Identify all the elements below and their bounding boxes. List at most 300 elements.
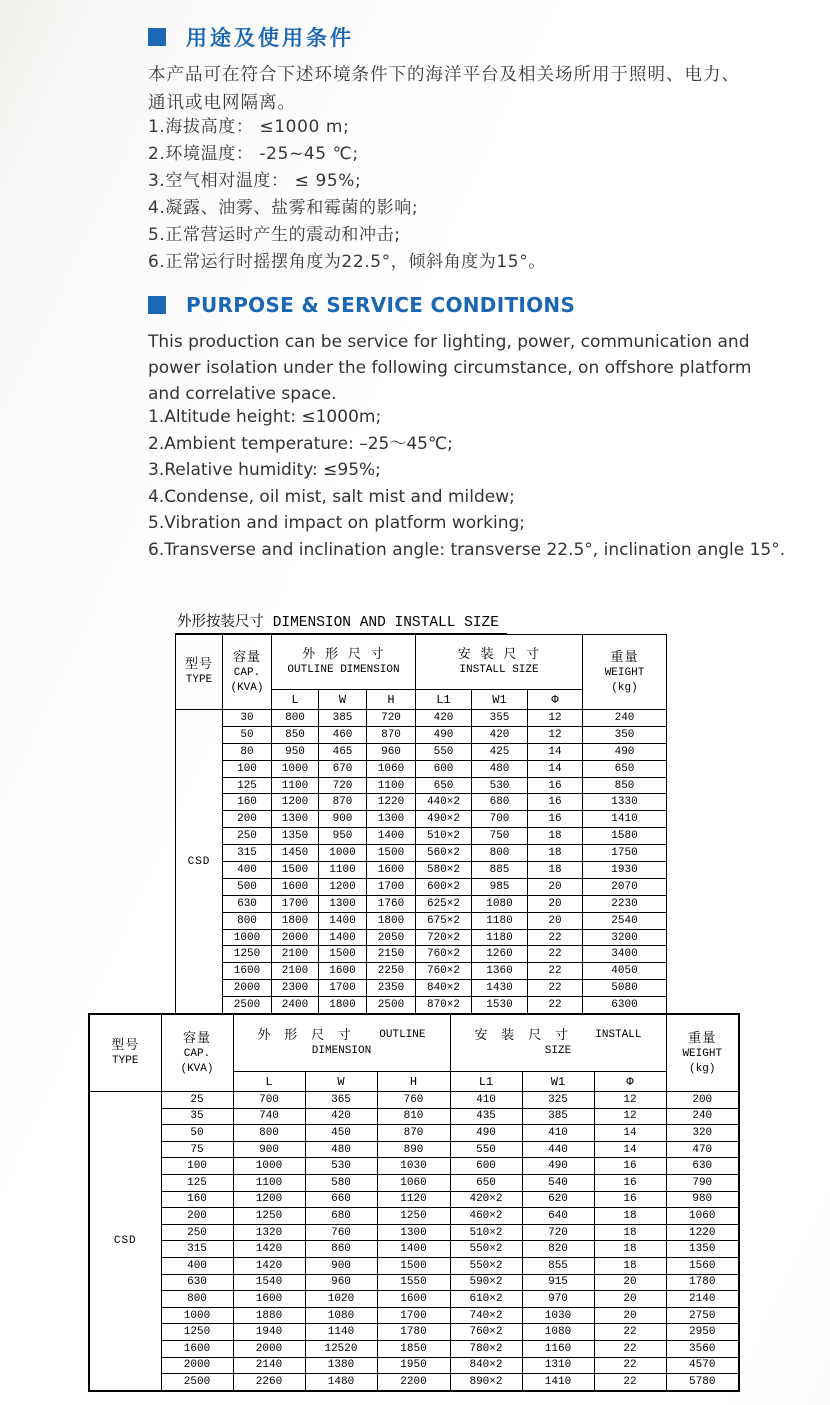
capacity-cell: 160 (223, 794, 272, 811)
dimension-cell: 18 (528, 845, 583, 862)
capacity-cell: 2000 (161, 1357, 233, 1374)
dimension-cell: 960 (305, 1274, 377, 1291)
capacity-cell: 250 (223, 828, 272, 845)
dimension-cell: 630 (666, 1158, 739, 1175)
table-row (89, 1208, 739, 1225)
dimension-cell: 2750 (666, 1307, 739, 1324)
section-en-title: PURPOSE & SERVICE CONDITIONS (186, 293, 576, 317)
intro-line: and correlative space. (148, 384, 337, 404)
dimension-cell: 1100 (272, 777, 319, 794)
table-row (89, 1141, 739, 1158)
dimension-cell: 2100 (272, 946, 319, 963)
dimension-cell: 2250 (367, 963, 416, 980)
dimension-cell: 700 (233, 1092, 305, 1109)
condition-item: 3.空气相对温度： ≤ 95%; (148, 171, 362, 191)
dimension-cell: 820 (522, 1241, 594, 1258)
subcolumn-header-l: L (272, 690, 319, 710)
dimension-cell: 12520 (305, 1340, 377, 1357)
dimension-cell: 740×2 (450, 1307, 522, 1324)
dimension-cell: 1530 (472, 997, 528, 1014)
dimension-cell: 460 (319, 726, 367, 743)
capacity-cell: 50 (223, 726, 272, 743)
dimension-cell: 2000 (233, 1340, 305, 1357)
dimension-cell: 1000 (233, 1158, 305, 1175)
condition-item: 1.Altitude height: ≤1000m; (148, 407, 382, 427)
dimension-cell: 800 (272, 710, 319, 727)
dimension-cell: 760 (305, 1224, 377, 1241)
dimension-cell: 1430 (472, 980, 528, 997)
table-row (176, 963, 667, 980)
condition-item: 5.正常营运时产生的震动和冲击; (148, 225, 401, 245)
weight-header-line: WEIGHT (682, 1047, 723, 1060)
dimension-cell: 20 (594, 1307, 666, 1324)
dimension-cell: 1700 (319, 980, 367, 997)
dimension-cell: 22 (528, 929, 583, 946)
type-header-line: TYPE (185, 674, 213, 686)
section-bullet-icon (148, 296, 166, 314)
table-row (176, 929, 667, 946)
subcolumn-header-l1: L1 (416, 690, 472, 710)
condition-item: 6.正常运行时摇摆角度为22.5°，倾斜角度为15°。 (148, 252, 546, 272)
dimension-cell: 1000 (319, 845, 367, 862)
dimension-cell: 1400 (377, 1241, 450, 1258)
dimension-cell: 1600 (319, 963, 367, 980)
subcolumn-header-l: L (233, 1072, 305, 1092)
dimension-cell: 1550 (377, 1274, 450, 1291)
table-row (89, 1174, 739, 1191)
dimension-cell: 810 (377, 1108, 450, 1125)
dimension-cell: 640 (522, 1208, 594, 1225)
dimension-cell: 350 (583, 726, 667, 743)
dimension-cell: 1080 (522, 1324, 594, 1341)
table-row (176, 878, 667, 895)
capacity-cell: 2000 (223, 980, 272, 997)
dimension-cell: 325 (522, 1092, 594, 1109)
condition-item: 3.Relative humidity: ≤95%; (148, 460, 381, 481)
dimension-cell: 1100 (233, 1174, 305, 1191)
dimension-cell: 1560 (666, 1257, 739, 1274)
dimension-cell: 14 (594, 1141, 666, 1158)
dimension-cell: 590×2 (450, 1274, 522, 1291)
capacity-cell: 30 (223, 710, 272, 727)
dimension-cell: 600 (416, 760, 472, 777)
dimension-cell: 320 (666, 1125, 739, 1142)
dimension-cell: 855 (522, 1257, 594, 1274)
table-row (176, 811, 667, 828)
dimension-cell: 740 (233, 1108, 305, 1125)
section-bullet-icon (148, 28, 166, 46)
dimension-cell: 970 (522, 1291, 594, 1308)
dimension-cell: 12 (528, 710, 583, 727)
table-row (176, 777, 667, 794)
dimension-cell: 470 (666, 1141, 739, 1158)
dimension-cell: 1100 (319, 862, 367, 879)
capacity-cell: 25 (161, 1092, 233, 1109)
group-en-label: DIMENSION (311, 1045, 372, 1057)
type-header-line: TYPE (112, 1055, 139, 1067)
dimension-cell: 560×2 (416, 845, 472, 862)
dimension-cell: 1100 (367, 777, 416, 794)
type-value-cell: CSD (176, 710, 223, 1014)
group-en-label: INSTALL (595, 1029, 642, 1041)
capacity-cell: 630 (223, 895, 272, 912)
capacity-header-line: CAP. (233, 666, 261, 679)
capacity-cell: 100 (223, 760, 272, 777)
dimension-cell: 20 (594, 1274, 666, 1291)
dimension-cell: 12 (594, 1092, 666, 1109)
dimension-cell: 700 (472, 811, 528, 828)
dimension-cell: 950 (319, 828, 367, 845)
dimension-cell: 1080 (472, 895, 528, 912)
dimension-cell: 1500 (272, 862, 319, 879)
dimension-cell: 1200 (272, 794, 319, 811)
dimension-cell: 2300 (272, 980, 319, 997)
dimension-cell: 1030 (377, 1158, 450, 1175)
dimension-cell: 1400 (319, 912, 367, 929)
dimension-cell: 200 (666, 1092, 739, 1109)
dimension-cell: 650 (450, 1174, 522, 1191)
dimension-cell: 890×2 (450, 1374, 522, 1391)
dimension-cell: 550×2 (450, 1257, 522, 1274)
table-row (176, 726, 667, 743)
subcolumn-header-w: W (319, 690, 367, 710)
dimension-cell: 670 (319, 760, 367, 777)
table-row (89, 1324, 739, 1341)
dimension-cell: 6300 (583, 997, 667, 1014)
table-row (89, 1357, 739, 1374)
dimension-cell: 480 (305, 1141, 377, 1158)
dimension-cell: 1600 (233, 1291, 305, 1308)
dimension-cell: 1800 (367, 912, 416, 929)
dimension-cell: 3560 (666, 1340, 739, 1357)
install-size-header (416, 635, 583, 690)
dimension-cell: 1940 (233, 1324, 305, 1341)
table-row (176, 997, 667, 1014)
dimension-cell: 20 (528, 878, 583, 895)
dimension-cell: 1950 (377, 1357, 450, 1374)
subcolumn-header-φ: Φ (594, 1072, 666, 1092)
dimension-cell: 580 (305, 1174, 377, 1191)
dimension-cell: 1500 (367, 845, 416, 862)
dimension-cell: 2050 (367, 929, 416, 946)
table-row (176, 794, 667, 811)
dimension-cell: 1850 (377, 1340, 450, 1357)
capacity-cell: 50 (161, 1125, 233, 1142)
condition-item: 4.Condense, oil mist, salt mist and mildew; (148, 486, 515, 507)
capacity-cell: 2500 (161, 1374, 233, 1391)
dimension-cell: 1880 (233, 1307, 305, 1324)
dimension-cell: 18 (594, 1224, 666, 1241)
dimension-cell: 1020 (305, 1291, 377, 1308)
dimension-cell: 625×2 (416, 895, 472, 912)
dimension-cell: 1760 (367, 895, 416, 912)
table-row (176, 845, 667, 862)
group-en-label: OUTLINE DIMENSION (287, 664, 400, 676)
dimension-cell: 2140 (666, 1291, 739, 1308)
dimension-cell: 1780 (377, 1324, 450, 1341)
dimension-cell: 1930 (583, 862, 667, 879)
dimension-cell: 1000 (272, 760, 319, 777)
dimension-cell: 1060 (666, 1208, 739, 1225)
dimension-cell: 1500 (319, 946, 367, 963)
dimension-cell: 440×2 (416, 794, 472, 811)
capacity-cell: 1600 (161, 1340, 233, 1357)
dimension-cell: 1420 (233, 1241, 305, 1258)
dimension-cell: 1060 (367, 760, 416, 777)
capacity-header-line: (KVA) (180, 1062, 214, 1075)
dimension-cell: 490 (416, 726, 472, 743)
dimension-cell: 2230 (583, 895, 667, 912)
dimension-cell: 900 (319, 811, 367, 828)
dimension-cell: 365 (305, 1092, 377, 1109)
condition-item: 4.凝露、油雾、盐雾和霉菌的影响; (148, 198, 419, 218)
dimension-cell: 1400 (319, 929, 367, 946)
intro-line: power isolation under the following circumstance, on offshore platform (148, 358, 752, 378)
dimension-cell: 1180 (472, 929, 528, 946)
capacity-cell: 315 (161, 1241, 233, 1258)
dimension-cell: 14 (528, 760, 583, 777)
dimension-cell: 1600 (377, 1291, 450, 1308)
dimension-cell: 22 (528, 963, 583, 980)
dimension-cell: 18 (594, 1257, 666, 1274)
dimension-cell: 580×2 (416, 862, 472, 879)
dimension-install-table-1 (175, 634, 667, 1014)
dimension-cell: 610×2 (450, 1291, 522, 1308)
dimension-cell: 490 (450, 1125, 522, 1142)
table-row (89, 1241, 739, 1258)
dimension-cell: 870 (377, 1125, 450, 1142)
dimension-cell: 1300 (319, 895, 367, 912)
dimension-cell: 885 (472, 862, 528, 879)
dimension-cell: 20 (594, 1291, 666, 1308)
outline-dimension-header (272, 635, 416, 690)
type-header-line: 型号 (111, 1038, 140, 1053)
dimension-cell: 18 (528, 828, 583, 845)
dimension-cell: 550×2 (450, 1241, 522, 1258)
capacity-cell: 315 (223, 845, 272, 862)
dimension-cell: 790 (666, 1174, 739, 1191)
table-row (89, 1291, 739, 1308)
dimension-cell: 1700 (367, 878, 416, 895)
section-cn-conditions-list (148, 114, 546, 276)
capacity-cell: 80 (223, 743, 272, 760)
intro-line: 通讯或电网隔离。 (148, 93, 296, 113)
capacity-header-line: 容量 (232, 649, 261, 665)
dimension-cell: 1600 (367, 862, 416, 879)
dimension-cell: 1260 (472, 946, 528, 963)
dimension-cell: 420 (416, 710, 472, 727)
dimension-cell: 980 (666, 1191, 739, 1208)
install-size-header (450, 1014, 666, 1072)
capacity-cell: 35 (161, 1108, 233, 1125)
dimension-cell: 2540 (583, 912, 667, 929)
group-cjk-label: 安 装 尺 寸 (457, 647, 541, 662)
dimension-cell: 240 (666, 1108, 739, 1125)
dimension-cell: 420 (472, 726, 528, 743)
capacity-header-line: (KVA) (230, 681, 264, 694)
intro-line: 本产品可在符合下述环境条件下的海洋平台及相关场所用于照明、电力、 (148, 65, 740, 85)
table-row (176, 946, 667, 963)
dimension-cell: 840×2 (416, 980, 472, 997)
capacity-cell: 1250 (223, 946, 272, 963)
dimension-cell: 14 (594, 1125, 666, 1142)
condition-item: 2.Ambient temperature: –25～45℃; (148, 433, 453, 454)
weight-header-line: (kg) (689, 1062, 716, 1075)
capacity-cell: 250 (161, 1224, 233, 1241)
dimension-cell: 4050 (583, 963, 667, 980)
dimension-cell: 760 (377, 1092, 450, 1109)
dimension-cell: 22 (594, 1374, 666, 1391)
table-row (89, 1224, 739, 1241)
dimension-cell: 600 (450, 1158, 522, 1175)
table-row (176, 710, 667, 727)
table-row (89, 1092, 739, 1109)
capacity-cell: 1000 (223, 929, 272, 946)
group-header-line (234, 1027, 450, 1044)
dimension-cell: 720 (522, 1224, 594, 1241)
capacity-cell: 200 (223, 811, 272, 828)
dimension-cell: 450 (305, 1125, 377, 1142)
group-en-label: SIZE (544, 1045, 572, 1057)
dimension-cell: 1220 (367, 794, 416, 811)
dimension-cell: 860 (305, 1241, 377, 1258)
dimension-install-table-2 (88, 1013, 740, 1392)
condition-item: 6.Transverse and inclination angle: transverse 22.5°, inclination angle 15°. (148, 539, 786, 560)
dimension-cell: 1800 (272, 912, 319, 929)
dimension-cell: 3200 (583, 929, 667, 946)
weight-header-line: (kg) (611, 681, 638, 694)
dimension-cell: 540 (522, 1174, 594, 1191)
capacity-header (161, 1014, 233, 1092)
dimension-cell: 1410 (583, 811, 667, 828)
capacity-cell: 125 (223, 777, 272, 794)
dimension-cell: 2350 (367, 980, 416, 997)
type-header (176, 635, 223, 710)
dimension-cell: 760×2 (416, 946, 472, 963)
dimension-cell: 1800 (319, 997, 367, 1014)
group-en-label: INSTALL SIZE (459, 664, 539, 676)
dimension-cell: 1700 (272, 895, 319, 912)
table-row (176, 760, 667, 777)
group-cjk-label: 外 形 尺 寸 (302, 647, 385, 662)
dimension-cell: 420 (305, 1108, 377, 1125)
dimension-cell: 840×2 (450, 1357, 522, 1374)
dimension-cell: 1350 (666, 1241, 739, 1258)
dimension-cell: 440 (522, 1141, 594, 1158)
capacity-cell: 400 (161, 1257, 233, 1274)
dimension-cell: 410 (522, 1125, 594, 1142)
dimension-cell: 240 (583, 710, 667, 727)
dimension-cell: 1200 (233, 1191, 305, 1208)
dimension-cell: 530 (305, 1158, 377, 1175)
dimension-cell: 1180 (472, 912, 528, 929)
dimension-cell: 2500 (367, 997, 416, 1014)
dimension-cell: 465 (319, 743, 367, 760)
dimension-cell: 850 (583, 777, 667, 794)
capacity-cell: 800 (161, 1291, 233, 1308)
table-row (89, 1158, 739, 1175)
dimension-cell: 1410 (522, 1374, 594, 1391)
dimension-cell: 1350 (272, 828, 319, 845)
table-row (89, 1108, 739, 1125)
dimension-cell: 510×2 (450, 1224, 522, 1241)
dimension-cell: 2100 (272, 963, 319, 980)
table-row (176, 743, 667, 760)
dimension-cell: 22 (594, 1357, 666, 1374)
subcolumn-header-w1: W1 (472, 690, 528, 710)
capacity-cell: 500 (223, 878, 272, 895)
dimension-cell: 1200 (319, 878, 367, 895)
dimension-cell: 950 (272, 743, 319, 760)
dimension-cell: 16 (528, 794, 583, 811)
table-row (89, 1125, 739, 1142)
table-row (89, 1274, 739, 1291)
outline-dimension-header (233, 1014, 450, 1072)
dimension-cell: 385 (522, 1108, 594, 1125)
dimension-cell: 1310 (522, 1357, 594, 1374)
dimension-cell: 680 (472, 794, 528, 811)
dimension-cell: 2260 (233, 1374, 305, 1391)
dimension-cell: 2140 (233, 1357, 305, 1374)
dimension-cell: 435 (450, 1108, 522, 1125)
table1-title: 外形按装尺寸 DIMENSION AND INSTALL SIZE (175, 615, 507, 634)
dimension-cell: 2150 (367, 946, 416, 963)
section-en-conditions-list (148, 404, 785, 564)
dimension-cell: 1080 (305, 1307, 377, 1324)
dimension-cell: 550 (450, 1141, 522, 1158)
capacity-cell: 800 (223, 912, 272, 929)
dimension-cell: 620 (522, 1191, 594, 1208)
dimension-cell: 1780 (666, 1274, 739, 1291)
capacity-cell: 1600 (223, 963, 272, 980)
capacity-cell: 75 (161, 1141, 233, 1158)
section-cn-intro (148, 61, 740, 117)
capacity-cell: 100 (161, 1158, 233, 1175)
dimension-cell: 490 (583, 743, 667, 760)
capacity-header (223, 635, 272, 710)
dimension-cell: 460×2 (450, 1208, 522, 1225)
dimension-cell: 915 (522, 1274, 594, 1291)
dimension-cell: 985 (472, 878, 528, 895)
table-row (176, 862, 667, 879)
table-row (89, 1307, 739, 1324)
dimension-cell: 1300 (377, 1224, 450, 1241)
dimension-cell: 16 (594, 1158, 666, 1175)
capacity-cell: 400 (223, 862, 272, 879)
dimension-cell: 16 (594, 1174, 666, 1191)
dimension-table-2-wrap (88, 1013, 740, 1392)
dimension-cell: 1700 (377, 1307, 450, 1324)
table-row (176, 912, 667, 929)
dimension-cell: 750 (472, 828, 528, 845)
condition-item: 2.环境温度： -25~45 ℃; (148, 144, 359, 164)
weight-header (583, 635, 667, 710)
section-cn-title: 用途及使用条件 (186, 26, 354, 50)
dimension-cell: 2950 (666, 1324, 739, 1341)
dimension-cell: 850 (272, 726, 319, 743)
weight-header-line: 重量 (688, 1030, 717, 1046)
dimension-cell: 1250 (233, 1208, 305, 1225)
dimension-cell: 870×2 (416, 997, 472, 1014)
dimension-cell: 870 (319, 794, 367, 811)
subcolumn-header-h: H (367, 690, 416, 710)
dimension-cell: 22 (594, 1324, 666, 1341)
dimension-cell: 1220 (666, 1224, 739, 1241)
dimension-cell: 480 (472, 760, 528, 777)
dimension-cell: 3400 (583, 946, 667, 963)
dimension-cell: 1030 (522, 1307, 594, 1324)
dimension-cell: 650 (416, 777, 472, 794)
